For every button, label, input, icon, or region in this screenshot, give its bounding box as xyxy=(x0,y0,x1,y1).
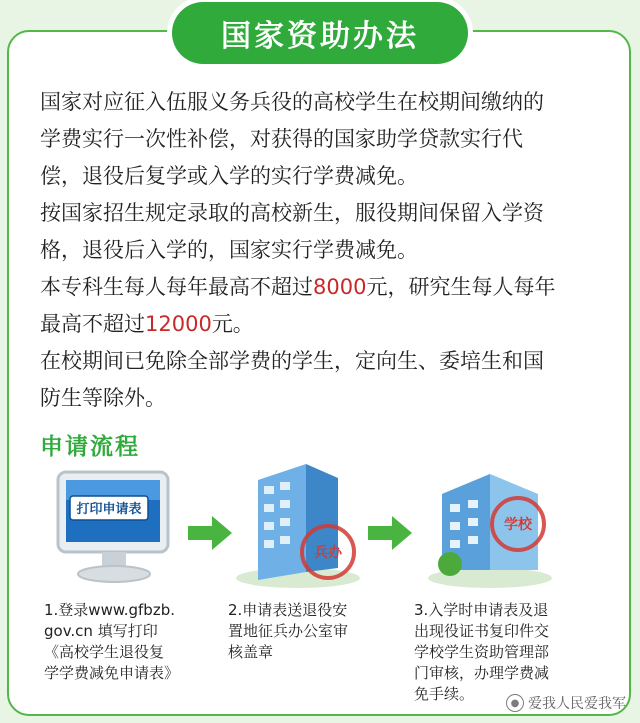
step-2-caption: 2.申请表送退役安 置地征兵办公室审 核盖章 xyxy=(228,601,349,661)
paragraph-1: 国家对应征入伍服义务兵役的高校学生在校期间缴纳的 学费实行一次性补偿，对获得的国家助学贷款实行代 偿，退役后复学或入学的实行学费减免。 xyxy=(40,90,544,188)
arrow-right-icon xyxy=(188,515,232,551)
stamp-text: 学校 xyxy=(504,517,532,533)
amount-undergrad: 8000 xyxy=(313,275,367,299)
arrow-right-icon xyxy=(368,515,412,551)
paragraph-3: 本专科生每人每年最高不超过8000元，研究生每人每年 最高不超过12000元。 xyxy=(40,275,556,336)
policy-text xyxy=(40,84,610,417)
computer-monitor-icon xyxy=(50,468,180,586)
step-3-caption: 3.入学时申请表及退 出现役证书复印件交 学校学生资助管理部 门审核，办理学费减 免手续。 xyxy=(414,601,550,703)
stamp-text: 兵办 xyxy=(314,545,342,561)
monitor-screen-text: 打印申请表 xyxy=(76,502,142,517)
school-building-icon xyxy=(420,460,560,590)
wechat-icon: ● xyxy=(506,694,524,712)
page-title: 国家资助办法 xyxy=(172,2,468,64)
office-building-icon xyxy=(228,460,368,590)
step-1-caption: 1.登录www.gfbzb. gov.cn 填写打印 《高校学生退役复 学学费减免申请表》 xyxy=(44,601,180,682)
paragraph-4: 在校期间已免除全部学费的学生，定向生、委培生和国 防生等除外。 xyxy=(40,349,544,410)
watermark: ● 爱我人民爱我军 xyxy=(506,693,626,713)
paragraph-2: 按国家招生规定录取的高校新生，服役期间保留入学资 格，退役后入学的，国家实行学费减免。 xyxy=(40,201,544,262)
section-title: 申请流程 xyxy=(40,434,140,460)
amount-graduate: 12000 xyxy=(145,312,212,336)
